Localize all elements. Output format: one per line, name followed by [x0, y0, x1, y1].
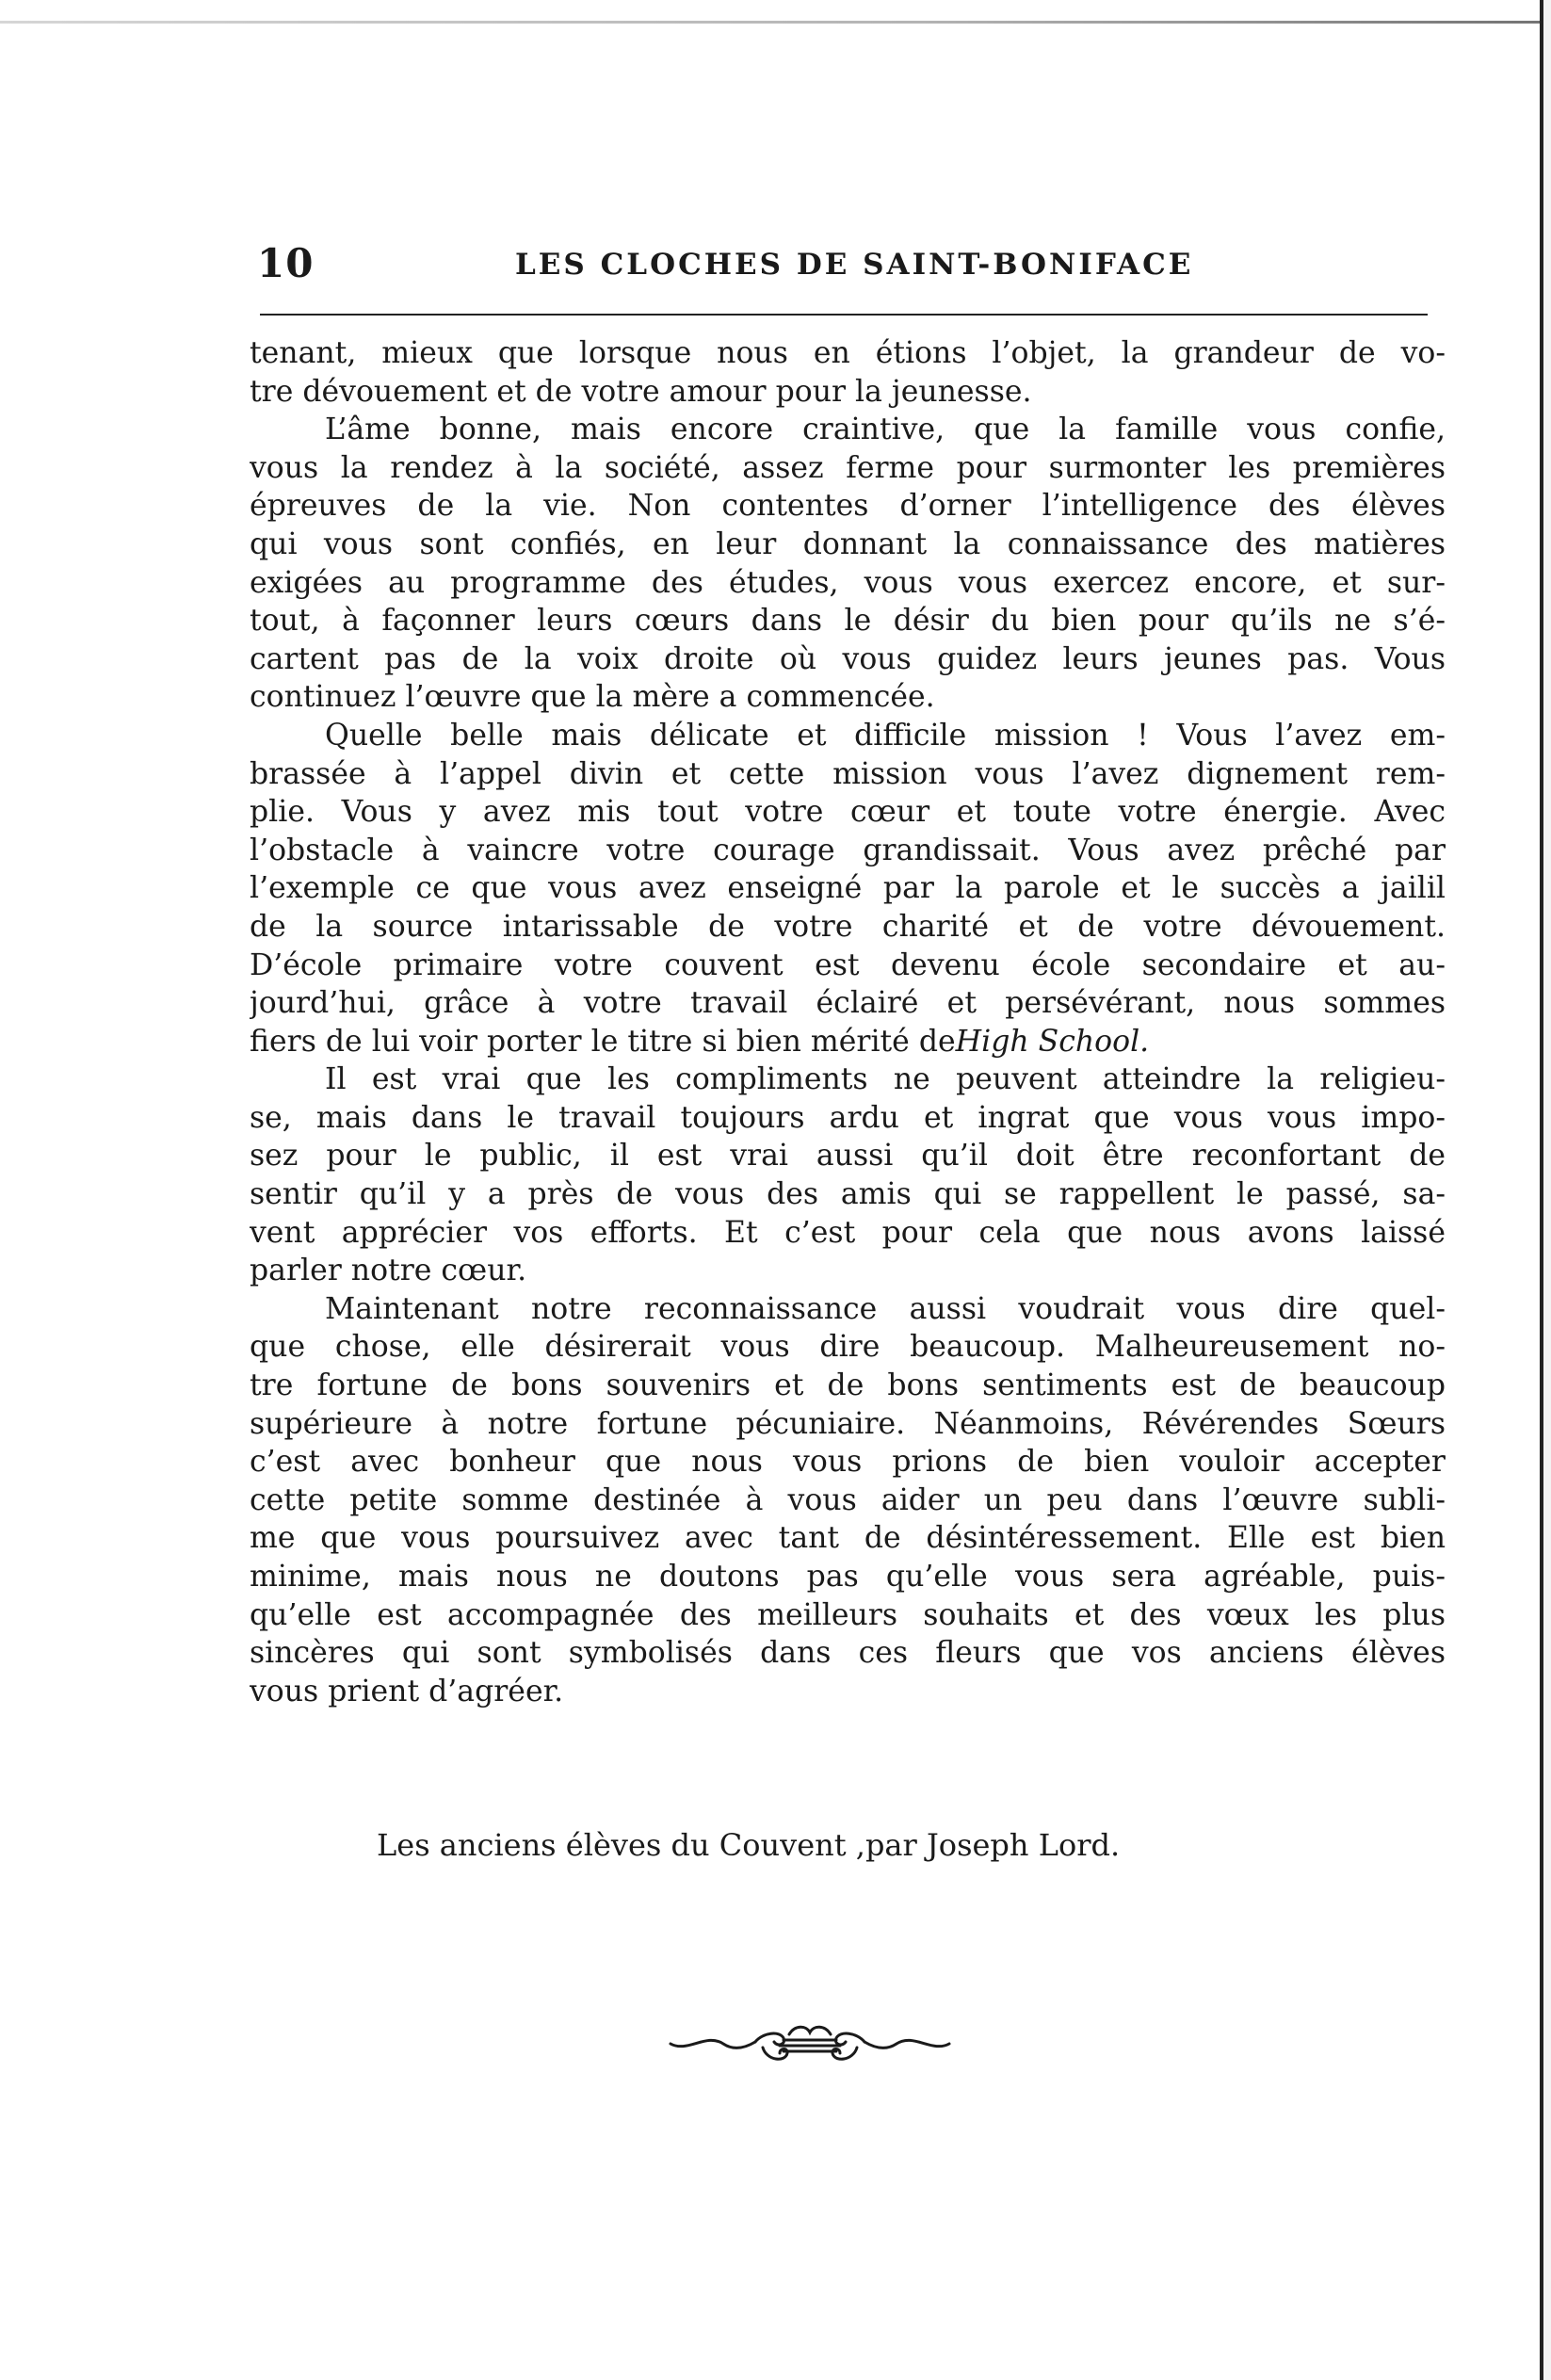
text-line: [250, 947, 1446, 985]
text-line: [250, 984, 1446, 1023]
text-line-content: tenant, mieux que lorsque nous en étions l’objet, la grandeur de vo-: [250, 336, 1446, 370]
scan-right-edge-line: [1540, 0, 1543, 2380]
text-line-content: minime, mais nous ne doutons pas qu’elle vous sera agréable, puis-: [250, 1560, 1446, 1594]
text-line-content: l’exemple ce que vous avez enseigné par la parole et le succès a jailil: [250, 871, 1446, 906]
text-line: [250, 1060, 1446, 1099]
body-text: [250, 334, 1446, 1710]
text-line: [250, 678, 1446, 717]
text-line: [250, 1252, 1446, 1290]
signature-line: Les anciens élèves du Couvent ,par Joseph Lord.: [377, 1827, 1121, 1863]
text-line: [250, 1673, 1446, 1711]
text-line: [250, 449, 1446, 488]
text-line: [250, 1519, 1446, 1558]
scan-right-margin: [1543, 0, 1551, 2380]
text-line: [250, 1634, 1446, 1673]
fleuron-ornament-icon: [669, 2016, 951, 2072]
text-line-content: Maintenant notre reconnaissance aussi voudrait vous dire quel-: [325, 1291, 1446, 1326]
text-line: [250, 717, 1446, 755]
text-line-content: parler notre cœur.: [250, 1254, 527, 1288]
text-line: [250, 1367, 1446, 1405]
text-line-content: Il est vrai que les compliments ne peuvent atteindre la religieu-: [325, 1062, 1446, 1097]
text-line: [250, 869, 1446, 908]
text-line-content: vous prient d’agréer.: [250, 1674, 564, 1708]
text-line-content: tre fortune de bons souvenirs et de bons sentiments est de beaucoup: [250, 1368, 1446, 1403]
scan-top-edge-line: [0, 21, 1551, 24]
header-rule: [260, 314, 1428, 316]
text-line-content: l’obstacle à vaincre votre courage grandissait. Vous avez prêché par: [250, 833, 1446, 867]
text-line: [250, 602, 1446, 640]
text-line-content: que chose, elle désirerait vous dire beaucoup. Malheureusement no-: [250, 1330, 1446, 1365]
text-line-content: sez pour le public, il est vrai aussi qu’il doit être reconfortant de: [250, 1139, 1446, 1174]
text-line: [250, 793, 1446, 832]
text-line: [250, 1405, 1446, 1444]
text-line: [250, 526, 1446, 564]
text-line: [250, 1214, 1446, 1253]
text-line-content: exigées au programme des études, vous vous exercez encore, et sur-: [250, 565, 1446, 600]
text-line: [250, 640, 1446, 679]
text-line: [250, 755, 1446, 794]
page-number: 10: [257, 240, 315, 286]
text-line-content: Quelle belle mais délicate et difficile mission ! Vous l’avez em-: [325, 718, 1446, 753]
text-line-content: L’âme bonne, mais encore craintive, que la famille vous confie,: [325, 413, 1446, 447]
text-line-content: épreuves de la vie. Non contentes d’orner l’intelligence des élèves: [250, 489, 1446, 524]
text-line-content: vous la rendez à la société, assez ferme pour surmonter les premières: [250, 450, 1446, 485]
text-line: [250, 832, 1446, 870]
text-line: [250, 1328, 1446, 1367]
text-line-content: D’école primaire votre couvent est devenu école secondaire et au-: [250, 947, 1446, 982]
text-line-content: me que vous poursuivez avec tant de désintéressement. Elle est bien: [250, 1521, 1446, 1556]
running-title: LES CLOCHES DE SAINT-BONIFACE: [515, 248, 1194, 282]
text-line-content: qui vous sont confiés, en leur donnant la connaissance des matières: [250, 526, 1446, 561]
italic-term: High School.: [955, 1024, 1150, 1059]
text-line-content: qu’elle est accompagnée des meilleurs souhaits et des vœux les plus: [250, 1597, 1446, 1632]
running-head: [257, 240, 1453, 297]
text-line-content: sentir qu’il y a près de vous des amis qui se rappellent le passé, sa-: [250, 1177, 1446, 1212]
text-line-content: se, mais dans le travail toujours ardu et ingrat que vous vous impo-: [250, 1100, 1446, 1135]
text-line: [250, 1175, 1446, 1214]
text-line-content: supérieure à notre fortune pécuniaire. Néanmoins, Révérendes Sœurs: [250, 1406, 1446, 1441]
text-line: [250, 1137, 1446, 1175]
text-line-content: cartent pas de la voix droite où vous guidez leurs jeunes pas. Vous: [250, 641, 1446, 676]
text-line: [250, 411, 1446, 449]
text-line-content: plie. Vous y avez mis tout votre cœur et toute votre énergie. Avec: [250, 795, 1446, 830]
text-line: [250, 1596, 1446, 1635]
text-line: [250, 373, 1446, 412]
text-line-content: tout, à façonner leurs cœurs dans le désir du bien pour qu’ils ne s’é-: [250, 604, 1446, 639]
text-line-content: c’est avec bonheur que nous vous prions de bien vouloir accepter: [250, 1445, 1446, 1480]
text-line: [250, 1558, 1446, 1596]
text-line-content: jourd’hui, grâce à votre travail éclairé et persévérant, nous sommes: [250, 986, 1446, 1021]
text-line: [250, 1443, 1446, 1481]
text-line-content: brassée à l’appel divin et cette mission vous l’avez dignement rem-: [250, 756, 1446, 791]
text-line-content: fiers de lui voir porter le titre si bien mérité de: [250, 1024, 956, 1059]
text-line-content: tre dévouement et de votre amour pour la jeunesse.: [250, 374, 1032, 409]
text-line: [250, 1481, 1446, 1520]
text-line: [250, 487, 1446, 526]
text-line: [250, 1099, 1446, 1138]
text-line: [250, 1023, 1446, 1061]
text-line: [250, 564, 1446, 603]
text-line-content: sincères qui sont symbolisés dans ces fleurs que vos anciens élèves: [250, 1636, 1446, 1671]
text-line-content: cette petite somme destinée à vous aider un peu dans l’œuvre subli-: [250, 1482, 1446, 1517]
text-line: [250, 1290, 1446, 1329]
text-line-content: continuez l’œuvre que la mère a commencée.: [250, 680, 935, 715]
text-line: [250, 908, 1446, 947]
text-line-content: vent apprécier vos efforts. Et c’est pour cela que nous avons laissé: [250, 1215, 1446, 1250]
text-line-content: de la source intarissable de votre charité et de votre dévouement.: [250, 909, 1446, 944]
text-line: [250, 334, 1446, 373]
